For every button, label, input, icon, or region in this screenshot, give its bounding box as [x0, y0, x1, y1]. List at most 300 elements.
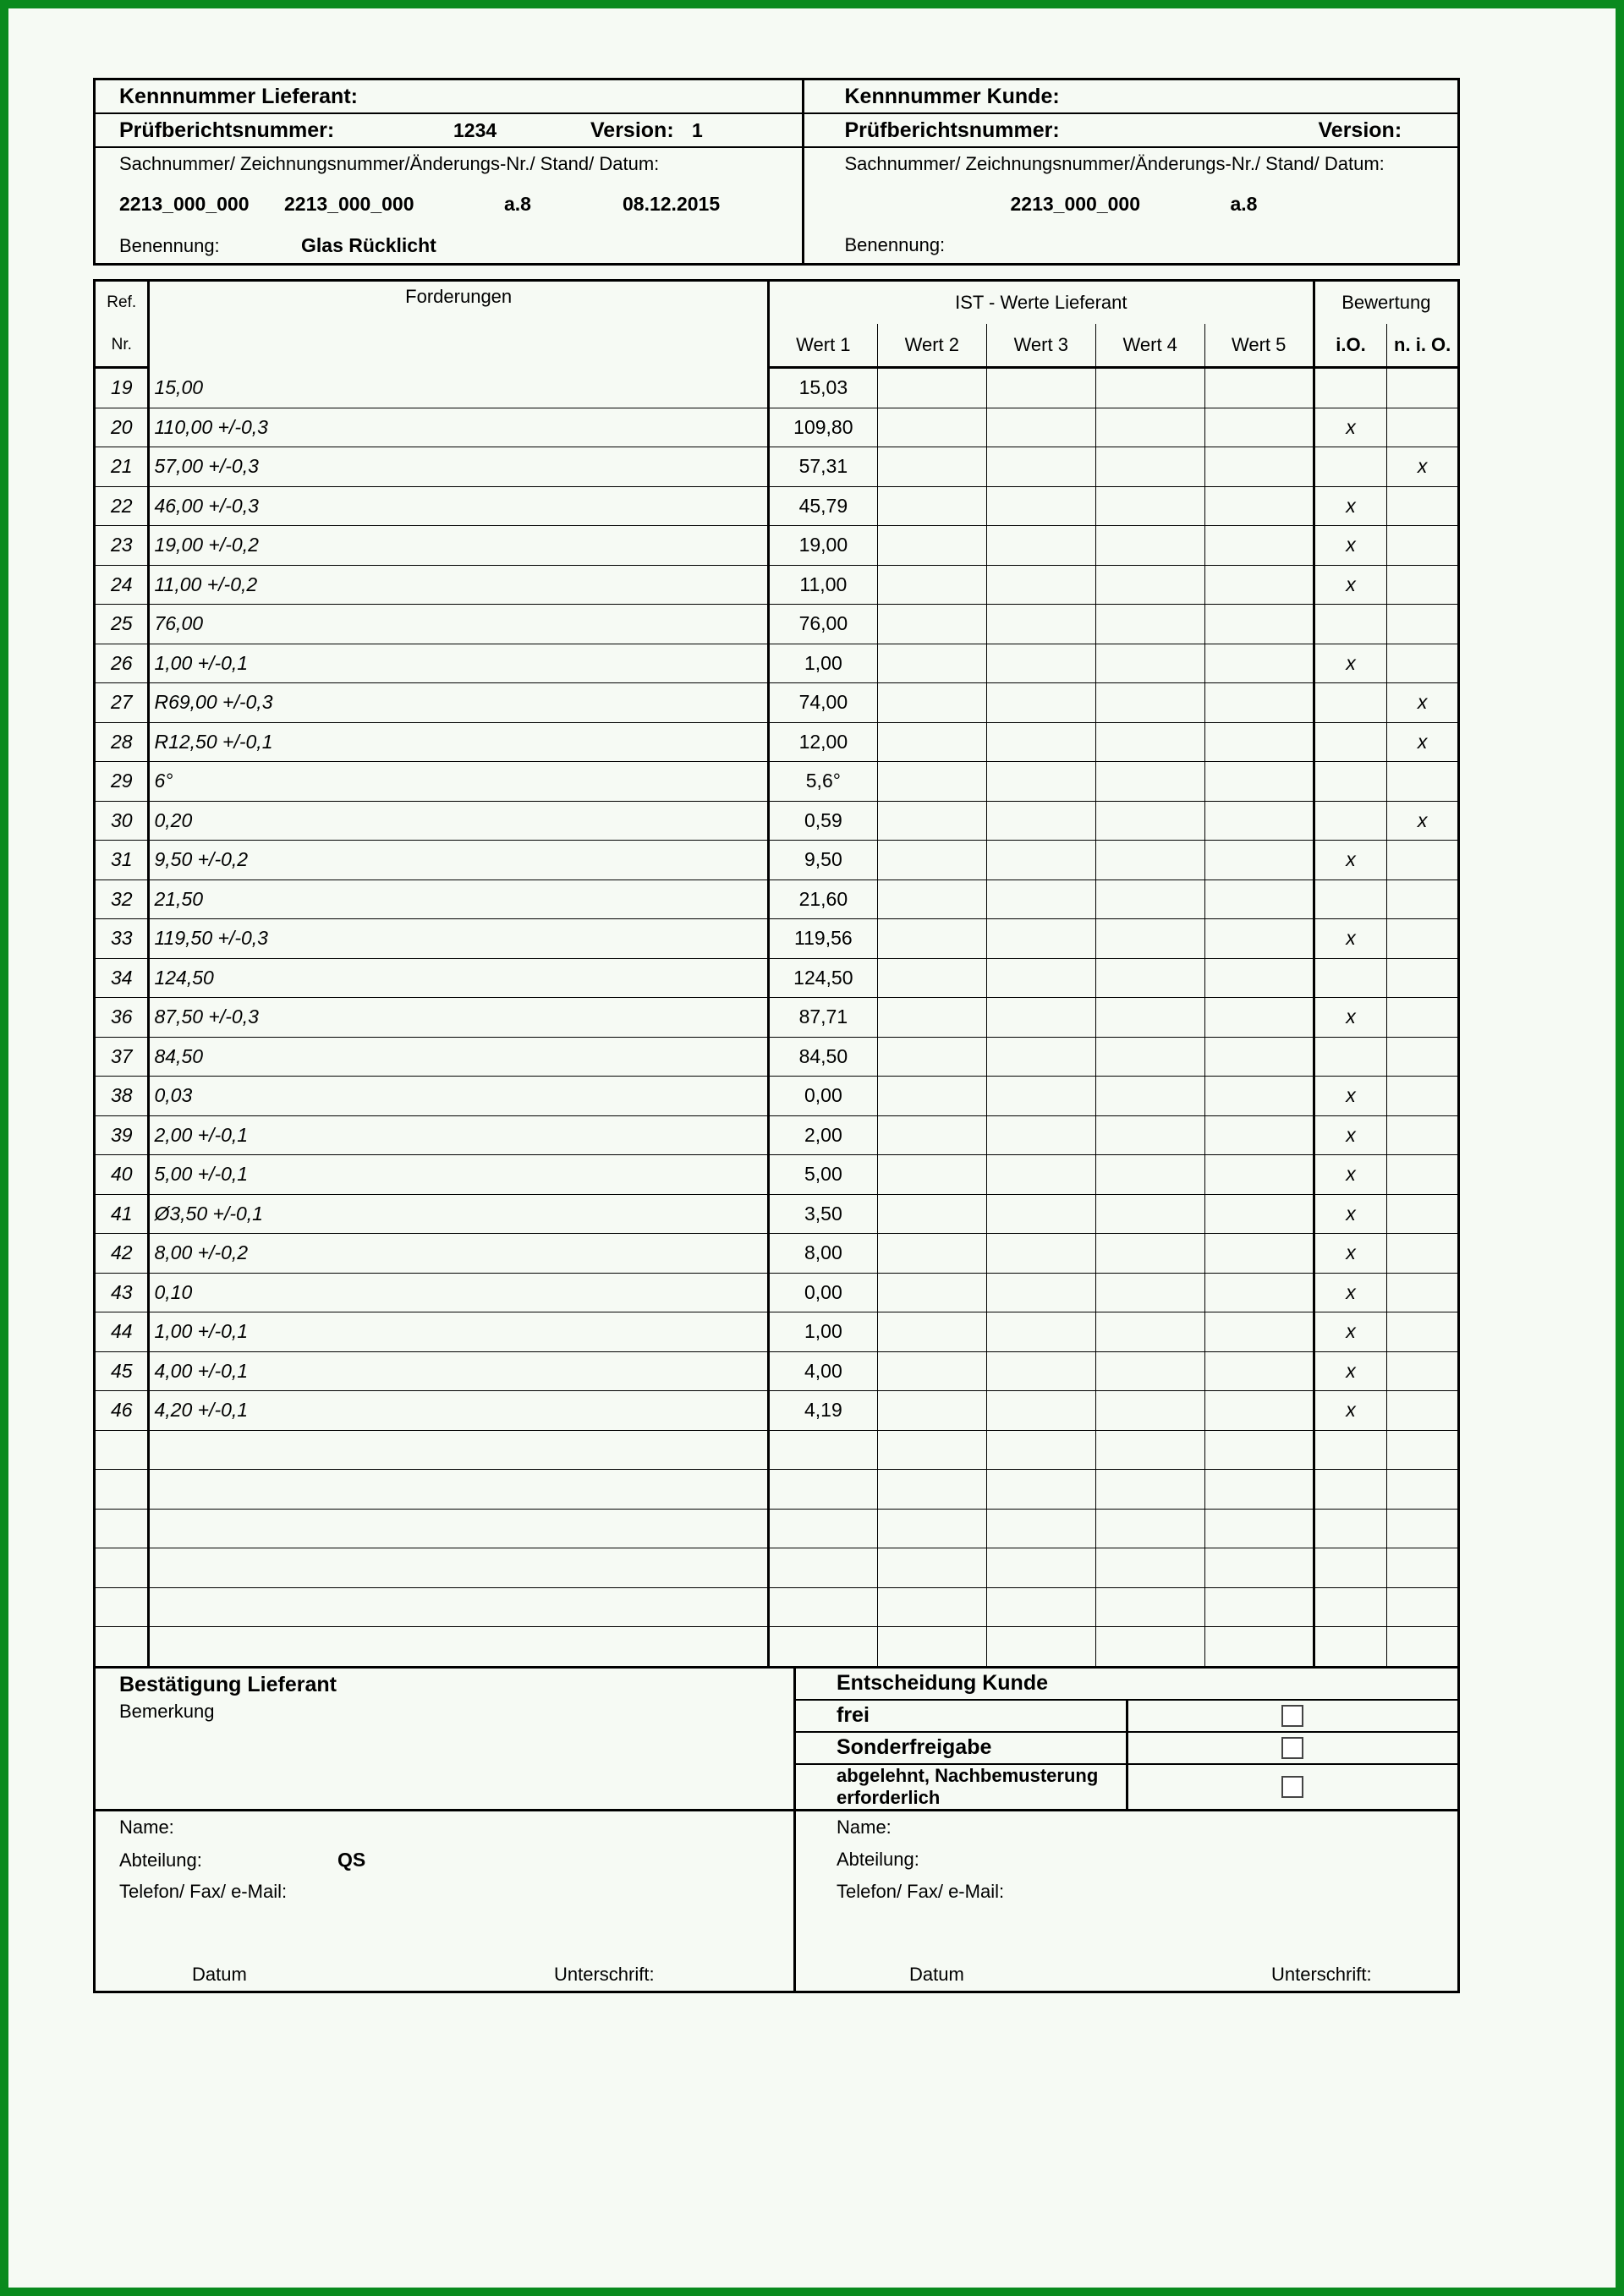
wert1-cell[interactable]: 45,79	[768, 486, 877, 526]
supplier-confirmation[interactable]	[95, 1669, 795, 1811]
wert5-cell[interactable]	[1204, 644, 1314, 683]
wert1-cell[interactable]: 0,00	[768, 1273, 877, 1312]
wert3-cell[interactable]	[986, 1115, 1095, 1155]
supplier-report-no-cell[interactable]	[95, 113, 804, 147]
wert2-cell[interactable]	[877, 1587, 986, 1627]
io-cell[interactable]	[1314, 722, 1387, 762]
wert4-cell[interactable]	[1095, 1115, 1204, 1155]
io-cell[interactable]: x	[1314, 1234, 1387, 1274]
wert3-cell[interactable]	[986, 1548, 1095, 1588]
nio-cell[interactable]	[1387, 1115, 1459, 1155]
requirement-cell[interactable]: 5,00 +/-0,1	[149, 1155, 768, 1195]
wert5-cell[interactable]	[1204, 1077, 1314, 1116]
wert5-cell[interactable]	[1204, 1351, 1314, 1391]
wert3-cell[interactable]	[986, 1470, 1095, 1510]
report-header	[93, 78, 1460, 266]
wert3-cell[interactable]	[986, 1234, 1095, 1274]
wert5-cell[interactable]	[1204, 1627, 1314, 1668]
wert4-cell[interactable]	[1095, 958, 1204, 998]
wert4-cell[interactable]	[1095, 1273, 1204, 1312]
wert3-cell[interactable]	[986, 801, 1095, 841]
customer-id-cell[interactable]	[803, 79, 1459, 114]
supplier-name-cell[interactable]	[95, 227, 804, 265]
io-cell[interactable]	[1314, 1470, 1387, 1510]
io-cell[interactable]: x	[1314, 408, 1387, 447]
wert2-cell[interactable]	[877, 1077, 986, 1116]
requirement-cell[interactable]: R12,50 +/-0,1	[149, 722, 768, 762]
io-cell[interactable]: x	[1314, 1155, 1387, 1195]
wert1-cell[interactable]: 8,00	[768, 1234, 877, 1274]
wert5-cell[interactable]	[1204, 526, 1314, 566]
wert1-cell[interactable]: 0,00	[768, 1077, 877, 1116]
io-cell[interactable]: x	[1314, 486, 1387, 526]
wert2-cell[interactable]	[877, 1273, 986, 1312]
wert5-cell[interactable]	[1204, 958, 1314, 998]
wert5-cell[interactable]	[1204, 841, 1314, 880]
ref-cell: 45	[95, 1351, 149, 1391]
wert2-cell[interactable]	[877, 368, 986, 408]
wert3-cell[interactable]	[986, 1273, 1095, 1312]
rating-header: Bewertung	[1341, 292, 1431, 313]
checkbox-abgelehnt[interactable]	[1127, 1764, 1459, 1811]
requirement-cell[interactable]: 21,50	[149, 879, 768, 919]
wert4-cell[interactable]	[1095, 644, 1204, 683]
wert4-cell[interactable]	[1095, 762, 1204, 802]
wert5-cell[interactable]	[1204, 408, 1314, 447]
io-cell[interactable]: x	[1314, 1312, 1387, 1352]
wert2-cell[interactable]	[877, 486, 986, 526]
requirement-cell[interactable]: 4,00 +/-0,1	[149, 1351, 768, 1391]
checkbox-abgelehnt-box[interactable]	[1281, 1776, 1303, 1798]
wert3-cell[interactable]	[986, 998, 1095, 1038]
wert5-cell[interactable]	[1204, 1273, 1314, 1312]
io-cell[interactable]: x	[1314, 841, 1387, 880]
wert5-cell[interactable]	[1204, 605, 1314, 644]
wert4-cell[interactable]	[1095, 1194, 1204, 1234]
wert1-cell[interactable]	[768, 1509, 877, 1548]
wert1-cell[interactable]: 4,00	[768, 1351, 877, 1391]
wert2-cell[interactable]	[877, 1155, 986, 1195]
wert5-cell[interactable]	[1204, 1587, 1314, 1627]
requirement-cell[interactable]: Ø3,50 +/-0,1	[149, 1194, 768, 1234]
nio-cell[interactable]	[1387, 879, 1459, 919]
supplier-part-values[interactable]	[95, 180, 804, 227]
wert4-cell[interactable]	[1095, 1155, 1204, 1195]
nio-cell[interactable]	[1387, 1470, 1459, 1510]
wert4-cell[interactable]	[1095, 1077, 1204, 1116]
wert1-cell[interactable]: 4,19	[768, 1391, 877, 1431]
nio-cell[interactable]	[1387, 486, 1459, 526]
wert1-cell[interactable]	[768, 1627, 877, 1668]
requirement-cell[interactable]	[149, 1430, 768, 1470]
nio-cell[interactable]	[1387, 919, 1459, 959]
wert1-cell[interactable]: 1,00	[768, 1312, 877, 1352]
nio-cell[interactable]	[1387, 1312, 1459, 1352]
requirement-cell[interactable]: 11,00 +/-0,2	[149, 565, 768, 605]
nio-cell[interactable]	[1387, 1037, 1459, 1077]
wert3-cell[interactable]	[986, 1194, 1095, 1234]
wert4-cell[interactable]	[1095, 1430, 1204, 1470]
wert2-cell[interactable]	[877, 841, 986, 880]
wert2-cell[interactable]	[877, 1351, 986, 1391]
wert2-cell[interactable]	[877, 998, 986, 1038]
io-cell[interactable]: x	[1314, 1391, 1387, 1431]
wert2-cell[interactable]	[877, 1312, 986, 1352]
table-row	[95, 841, 1459, 880]
ref-cell: 28	[95, 722, 149, 762]
nio-cell[interactable]	[1387, 1234, 1459, 1274]
wert1-cell[interactable]: 109,80	[768, 408, 877, 447]
wert2-cell[interactable]	[877, 408, 986, 447]
wert3-cell[interactable]	[986, 1351, 1095, 1391]
wert4-cell[interactable]	[1095, 683, 1204, 723]
wert5-cell[interactable]	[1204, 1430, 1314, 1470]
wert3-cell[interactable]	[986, 605, 1095, 644]
requirement-cell[interactable]: 1,00 +/-0,1	[149, 644, 768, 683]
wert4-cell[interactable]	[1095, 1037, 1204, 1077]
wert5-cell[interactable]	[1204, 1155, 1314, 1195]
requirement-cell[interactable]: 6°	[149, 762, 768, 802]
wert5-cell[interactable]	[1204, 879, 1314, 919]
wert5-cell[interactable]	[1204, 1312, 1314, 1352]
report-no-value: 1234	[453, 118, 497, 141]
requirement-cell[interactable]: 9,50 +/-0,2	[149, 841, 768, 880]
checkbox-frei[interactable]	[1127, 1700, 1459, 1732]
nio-cell[interactable]	[1387, 998, 1459, 1038]
customer-part-values[interactable]	[803, 180, 1459, 227]
wert2-cell[interactable]	[877, 919, 986, 959]
requirement-cell[interactable]	[149, 1627, 768, 1668]
wert3-cell[interactable]	[986, 368, 1095, 408]
nio-cell[interactable]	[1387, 1273, 1459, 1312]
wert1-cell[interactable]: 2,00	[768, 1115, 877, 1155]
wert5-cell[interactable]	[1204, 1194, 1314, 1234]
nio-cell[interactable]	[1387, 1155, 1459, 1195]
wert4-cell[interactable]	[1095, 368, 1204, 408]
requirement-cell[interactable]: 1,00 +/-0,1	[149, 1312, 768, 1352]
io-cell[interactable]: x	[1314, 998, 1387, 1038]
wert2-cell[interactable]	[877, 683, 986, 723]
wert2-cell[interactable]	[877, 526, 986, 566]
wert3-cell[interactable]	[986, 1430, 1095, 1470]
io-cell[interactable]: x	[1314, 1273, 1387, 1312]
wert4-cell[interactable]	[1095, 919, 1204, 959]
io-cell[interactable]	[1314, 1627, 1387, 1668]
wert5-cell[interactable]	[1204, 1037, 1314, 1077]
wert1-cell[interactable]: 11,00	[768, 565, 877, 605]
io-cell[interactable]	[1314, 958, 1387, 998]
nio-cell[interactable]	[1387, 368, 1459, 408]
wert4-cell[interactable]	[1095, 605, 1204, 644]
wert3-cell[interactable]	[986, 1312, 1095, 1352]
customer-report-no-cell[interactable]	[803, 113, 1459, 147]
wert4-cell[interactable]	[1095, 1351, 1204, 1391]
io-cell[interactable]: x	[1314, 526, 1387, 566]
io-cell[interactable]	[1314, 762, 1387, 802]
wert4-cell[interactable]	[1095, 447, 1204, 487]
nio-cell[interactable]	[1387, 1391, 1459, 1431]
requirement-cell[interactable]: 46,00 +/-0,3	[149, 486, 768, 526]
wert4-cell[interactable]	[1095, 1509, 1204, 1548]
table-row	[95, 1234, 1459, 1274]
wert5-cell[interactable]	[1204, 1391, 1314, 1431]
wert5-cell[interactable]	[1204, 998, 1314, 1038]
wert4-cell[interactable]	[1095, 1587, 1204, 1627]
inspection-report	[93, 78, 1460, 1993]
customer-name-cell[interactable]	[803, 227, 1459, 265]
io-cell[interactable]: x	[1314, 1194, 1387, 1234]
wert3-cell[interactable]	[986, 1391, 1095, 1431]
wert3-cell[interactable]	[986, 1077, 1095, 1116]
wert2-cell[interactable]	[877, 605, 986, 644]
io-cell[interactable]	[1314, 801, 1387, 841]
requirement-cell[interactable]: 110,00 +/-0,3	[149, 408, 768, 447]
supplier-phone-label: Telefon/ Fax/ e-Mail:	[119, 1880, 288, 1902]
requirement-cell[interactable]: 119,50 +/-0,3	[149, 919, 768, 959]
checkbox-sonderfreigabe-box[interactable]	[1281, 1737, 1303, 1759]
wert3-cell[interactable]	[986, 879, 1095, 919]
requirement-cell[interactable]: 4,20 +/-0,1	[149, 1391, 768, 1431]
io-cell[interactable]	[1314, 447, 1387, 487]
requirement-cell[interactable]: 19,00 +/-0,2	[149, 526, 768, 566]
wert2-cell[interactable]	[877, 1037, 986, 1077]
nio-cell[interactable]	[1387, 958, 1459, 998]
wert3-cell[interactable]	[986, 1587, 1095, 1627]
wert3-cell[interactable]	[986, 958, 1095, 998]
nio-cell[interactable]	[1387, 1627, 1459, 1668]
wert2-cell[interactable]	[877, 1234, 986, 1274]
wert3-cell[interactable]	[986, 919, 1095, 959]
wert5-cell[interactable]	[1204, 1470, 1314, 1510]
nio-cell[interactable]	[1387, 1430, 1459, 1470]
nio-cell[interactable]	[1387, 1077, 1459, 1116]
wert2-cell[interactable]	[877, 722, 986, 762]
requirement-cell[interactable]	[149, 1587, 768, 1627]
requirement-cell[interactable]	[149, 1470, 768, 1510]
wert4-cell[interactable]	[1095, 801, 1204, 841]
nio-cell[interactable]: x	[1387, 683, 1459, 723]
wert4-cell[interactable]	[1095, 526, 1204, 566]
wert1-cell[interactable]	[768, 1430, 877, 1470]
io-cell[interactable]: x	[1314, 565, 1387, 605]
wert1-cell[interactable]: 5,6°	[768, 762, 877, 802]
wert2-cell[interactable]	[877, 1509, 986, 1548]
customer-decision-title-cell	[795, 1669, 1459, 1700]
wert3-cell[interactable]	[986, 1037, 1095, 1077]
ref-cell: 30	[95, 801, 149, 841]
wert1-header: Wert 1	[768, 324, 877, 368]
io-cell[interactable]: x	[1314, 644, 1387, 683]
checkbox-frei-box[interactable]	[1281, 1705, 1303, 1727]
wert4-cell[interactable]	[1095, 1391, 1204, 1431]
io-cell[interactable]	[1314, 368, 1387, 408]
nio-cell[interactable]	[1387, 526, 1459, 566]
wert1-cell[interactable]: 15,03	[768, 368, 877, 408]
io-cell[interactable]	[1314, 683, 1387, 723]
wert2-cell[interactable]	[877, 1194, 986, 1234]
wert2-cell[interactable]	[877, 958, 986, 998]
wert1-cell[interactable]: 21,60	[768, 879, 877, 919]
wert3-cell[interactable]	[986, 1627, 1095, 1668]
wert2-cell[interactable]	[877, 879, 986, 919]
requirement-cell[interactable]: 124,50	[149, 958, 768, 998]
wert5-cell[interactable]	[1204, 762, 1314, 802]
nio-cell[interactable]	[1387, 1548, 1459, 1588]
requirement-cell[interactable]	[149, 1548, 768, 1588]
wert2-cell[interactable]	[877, 447, 986, 487]
wert5-cell[interactable]	[1204, 801, 1314, 841]
wert4-cell[interactable]	[1095, 841, 1204, 880]
wert1-cell[interactable]: 9,50	[768, 841, 877, 880]
wert5-cell[interactable]	[1204, 1115, 1314, 1155]
wert3-cell[interactable]	[986, 408, 1095, 447]
wert1-cell[interactable]	[768, 1470, 877, 1510]
wert4-cell[interactable]	[1095, 1627, 1204, 1668]
wert3-cell[interactable]	[986, 1509, 1095, 1548]
wert1-cell[interactable]: 57,31	[768, 447, 877, 487]
wert4-cell[interactable]	[1095, 998, 1204, 1038]
wert5-cell[interactable]	[1204, 919, 1314, 959]
nio-cell[interactable]: x	[1387, 801, 1459, 841]
requirement-cell[interactable]: 57,00 +/-0,3	[149, 447, 768, 487]
wert3-cell[interactable]	[986, 526, 1095, 566]
supplier-id-cell[interactable]	[95, 79, 804, 114]
nio-cell[interactable]	[1387, 605, 1459, 644]
wert5-cell[interactable]	[1204, 1509, 1314, 1548]
nio-cell[interactable]	[1387, 1351, 1459, 1391]
wert4-cell[interactable]	[1095, 1470, 1204, 1510]
wert2-cell[interactable]	[877, 801, 986, 841]
wert2-cell[interactable]	[877, 1627, 986, 1668]
requirement-cell[interactable]: 2,00 +/-0,1	[149, 1115, 768, 1155]
wert1-cell[interactable]: 3,50	[768, 1194, 877, 1234]
requirement-cell[interactable]: 84,50	[149, 1037, 768, 1077]
supplier-contact[interactable]	[95, 1810, 795, 1992]
nio-cell[interactable]: x	[1387, 447, 1459, 487]
wert5-cell[interactable]	[1204, 1234, 1314, 1274]
wert3-cell[interactable]	[986, 644, 1095, 683]
checkbox-sonderfreigabe[interactable]	[1127, 1732, 1459, 1764]
customer-part-label: Sachnummer/ Zeichnungsnummer/Änderungs-Nr./ Stand/ Datum:	[844, 153, 1385, 174]
requirement-cell[interactable]: 15,00	[149, 368, 768, 408]
wert2-cell[interactable]	[877, 1430, 986, 1470]
io-cell[interactable]: x	[1314, 919, 1387, 959]
wert1-cell[interactable]: 1,00	[768, 644, 877, 683]
io-cell[interactable]	[1314, 879, 1387, 919]
io-cell[interactable]	[1314, 605, 1387, 644]
wert1-cell[interactable]: 76,00	[768, 605, 877, 644]
requirements-header-label: Forderungen	[405, 285, 513, 307]
wert2-cell[interactable]	[877, 762, 986, 802]
requirement-cell[interactable]: 0,03	[149, 1077, 768, 1116]
wert1-cell[interactable]: 119,56	[768, 919, 877, 959]
wert1-cell[interactable]: 84,50	[768, 1037, 877, 1077]
customer-version-label: Version:	[1318, 118, 1402, 142]
wert3-cell[interactable]	[986, 1155, 1095, 1195]
wert1-cell[interactable]	[768, 1548, 877, 1588]
wert1-cell[interactable]: 74,00	[768, 683, 877, 723]
nio-cell[interactable]	[1387, 408, 1459, 447]
nio-cell[interactable]	[1387, 762, 1459, 802]
wert1-cell[interactable]: 19,00	[768, 526, 877, 566]
wert3-cell[interactable]	[986, 762, 1095, 802]
table-row	[95, 683, 1459, 723]
wert2-cell[interactable]	[877, 1391, 986, 1431]
wert3-cell[interactable]	[986, 565, 1095, 605]
nio-cell[interactable]	[1387, 1194, 1459, 1234]
wert1-cell[interactable]: 124,50	[768, 958, 877, 998]
customer-contact[interactable]	[795, 1810, 1459, 1992]
wert4-cell[interactable]	[1095, 486, 1204, 526]
requirement-cell[interactable]: 0,10	[149, 1273, 768, 1312]
requirement-cell[interactable]: 87,50 +/-0,3	[149, 998, 768, 1038]
wert2-cell[interactable]	[877, 565, 986, 605]
io-cell[interactable]	[1314, 1037, 1387, 1077]
requirement-cell[interactable]	[149, 1509, 768, 1548]
wert5-cell[interactable]	[1204, 368, 1314, 408]
requirement-cell[interactable]: 0,20	[149, 801, 768, 841]
nio-cell[interactable]	[1387, 565, 1459, 605]
wert2-cell[interactable]	[877, 1470, 986, 1510]
wert5-cell[interactable]	[1204, 565, 1314, 605]
wert3-cell[interactable]	[986, 722, 1095, 762]
wert2-cell[interactable]	[877, 1115, 986, 1155]
io-cell[interactable]	[1314, 1509, 1387, 1548]
nio-cell[interactable]	[1387, 1509, 1459, 1548]
requirement-cell[interactable]: 8,00 +/-0,2	[149, 1234, 768, 1274]
wert5-cell[interactable]	[1204, 486, 1314, 526]
wert2-cell[interactable]	[877, 644, 986, 683]
wert3-cell[interactable]	[986, 486, 1095, 526]
io-cell[interactable]	[1314, 1548, 1387, 1588]
requirement-cell[interactable]: 76,00	[149, 605, 768, 644]
io-cell[interactable]: x	[1314, 1077, 1387, 1116]
wert3-cell[interactable]	[986, 841, 1095, 880]
wert1-cell[interactable]: 5,00	[768, 1155, 877, 1195]
version-value: 1	[692, 118, 703, 141]
wert5-cell[interactable]	[1204, 447, 1314, 487]
io-cell[interactable]: x	[1314, 1351, 1387, 1391]
nio-cell[interactable]	[1387, 841, 1459, 880]
wert4-cell[interactable]	[1095, 1312, 1204, 1352]
nio-cell[interactable]	[1387, 1587, 1459, 1627]
io-cell[interactable]	[1314, 1430, 1387, 1470]
wert3-cell[interactable]	[986, 683, 1095, 723]
requirement-cell[interactable]: R69,00 +/-0,3	[149, 683, 768, 723]
ref-cell: 27	[95, 683, 149, 723]
wert5-cell[interactable]	[1204, 683, 1314, 723]
nio-cell[interactable]	[1387, 644, 1459, 683]
wert1-cell[interactable]: 0,59	[768, 801, 877, 841]
wert2-cell[interactable]	[877, 1548, 986, 1588]
wert1-cell[interactable]	[768, 1587, 877, 1627]
wert5-cell[interactable]	[1204, 1548, 1314, 1588]
wert1-cell[interactable]: 87,71	[768, 998, 877, 1038]
wert4-cell[interactable]	[1095, 1234, 1204, 1274]
customer-revision: a.8	[1230, 192, 1258, 215]
wert1-cell[interactable]: 12,00	[768, 722, 877, 762]
wert4-cell[interactable]	[1095, 408, 1204, 447]
wert4-cell[interactable]	[1095, 879, 1204, 919]
wert4-cell[interactable]	[1095, 1548, 1204, 1588]
nio-cell[interactable]: x	[1387, 722, 1459, 762]
wert4-cell[interactable]	[1095, 722, 1204, 762]
wert4-cell[interactable]	[1095, 565, 1204, 605]
wert3-cell[interactable]	[986, 447, 1095, 487]
io-cell[interactable]: x	[1314, 1115, 1387, 1155]
io-cell[interactable]	[1314, 1587, 1387, 1627]
wert5-cell[interactable]	[1204, 722, 1314, 762]
